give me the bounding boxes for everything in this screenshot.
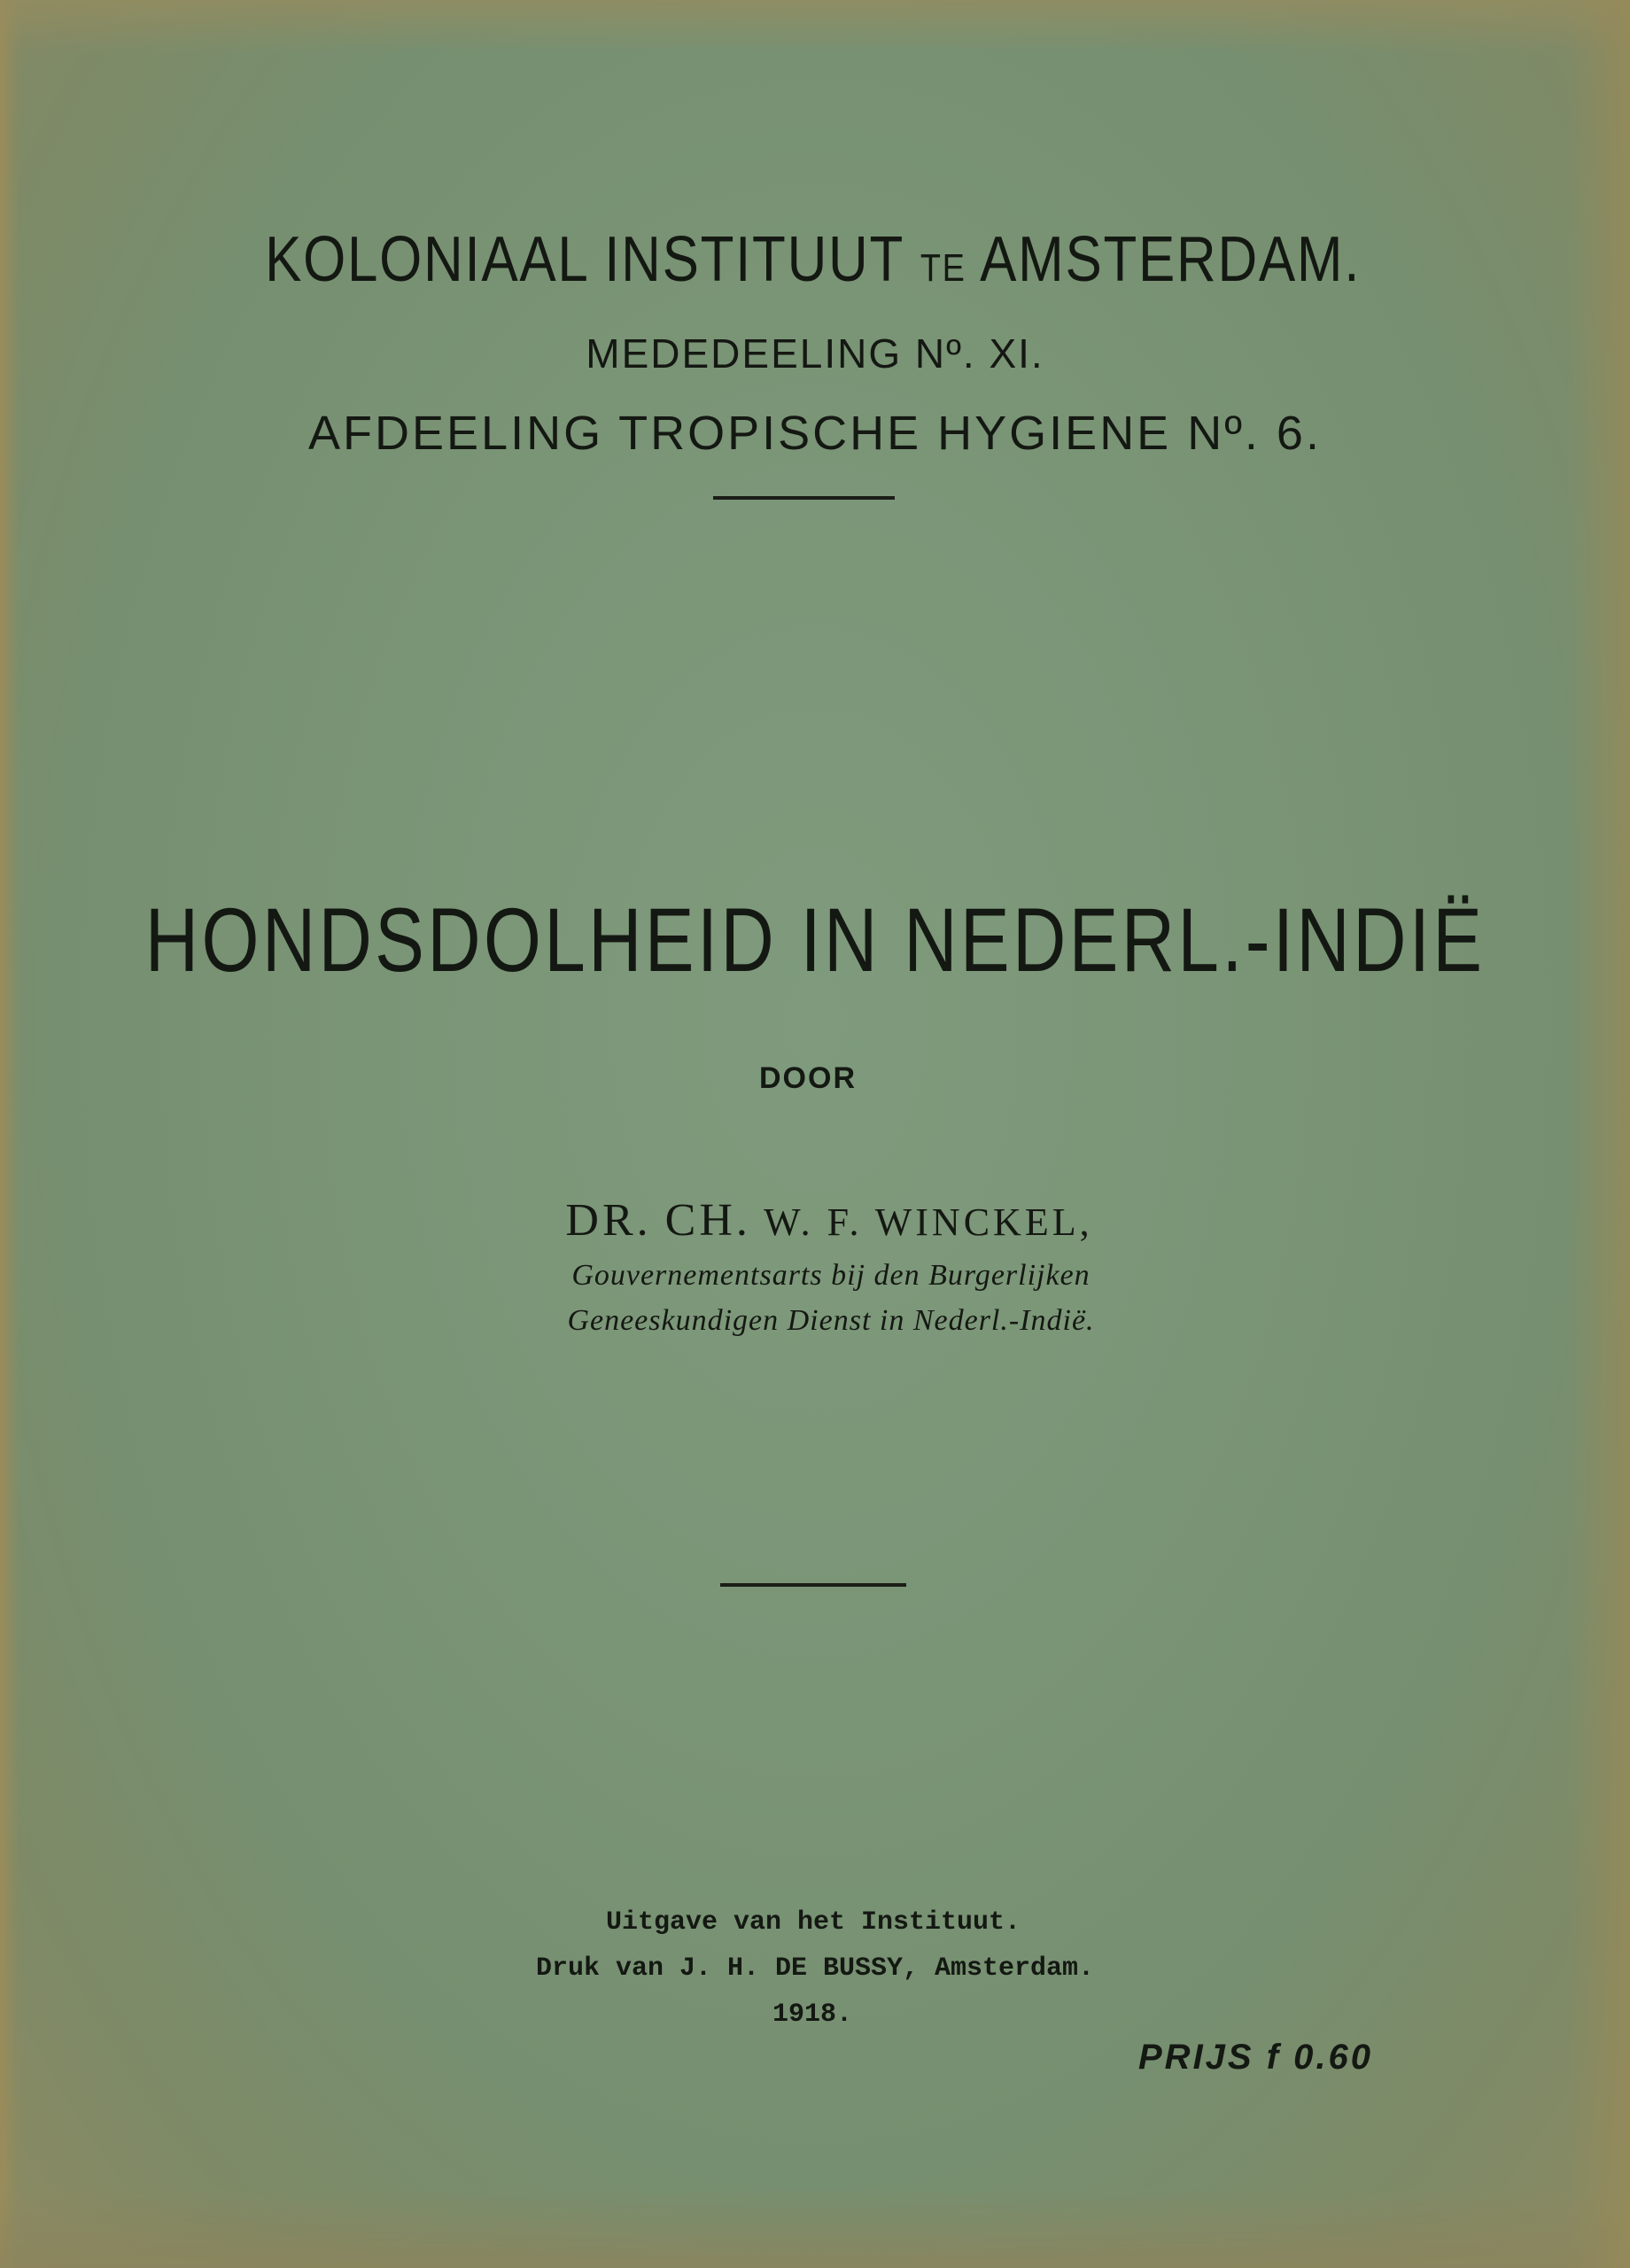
divider-top [713,496,895,500]
price-label: PRIJS f 0.60 [1138,2038,1374,2077]
institute-name: KOLONIAAL INSTITUUT [265,224,904,295]
publication-year: 1918. [772,2000,852,2030]
author-affiliation-2: Geneeskundigen Dienst in Nederl.-Indië. [567,1304,1095,1337]
institute-heading [112,223,1513,296]
author-name: W. F. WINCKEL, [764,1200,1093,1244]
mededeeling-number: MEDEDEELING Nº. XI. [586,330,1044,377]
publisher-line: Uitgave van het Instituut. [605,1907,1021,1938]
author-line [14,1194,1630,1247]
paper-edge-bottom [0,2188,1630,2268]
author-title-dr: DR. [565,1195,652,1246]
by-label: DOOR [759,1061,857,1095]
department-heading: AFDEELING TROPISCHE HYGIENE Nº. 6. [308,407,1322,460]
author-affiliation-1: Gouvernementsarts bij den Burgerlijken [571,1259,1091,1292]
divider-bottom [720,1583,906,1587]
paper-edge-top [0,0,1630,53]
institute-te: TE [920,246,966,290]
author-initial-ch: CH. [664,1195,751,1246]
document-title: HONDSDOLHEID IN NEDERL.-INDIË [144,889,1486,990]
printer-line: Druk van J. H. DE BUSSY, Amsterdam. [535,1953,1095,1984]
institute-city: AMSTERDAM. [980,224,1362,295]
